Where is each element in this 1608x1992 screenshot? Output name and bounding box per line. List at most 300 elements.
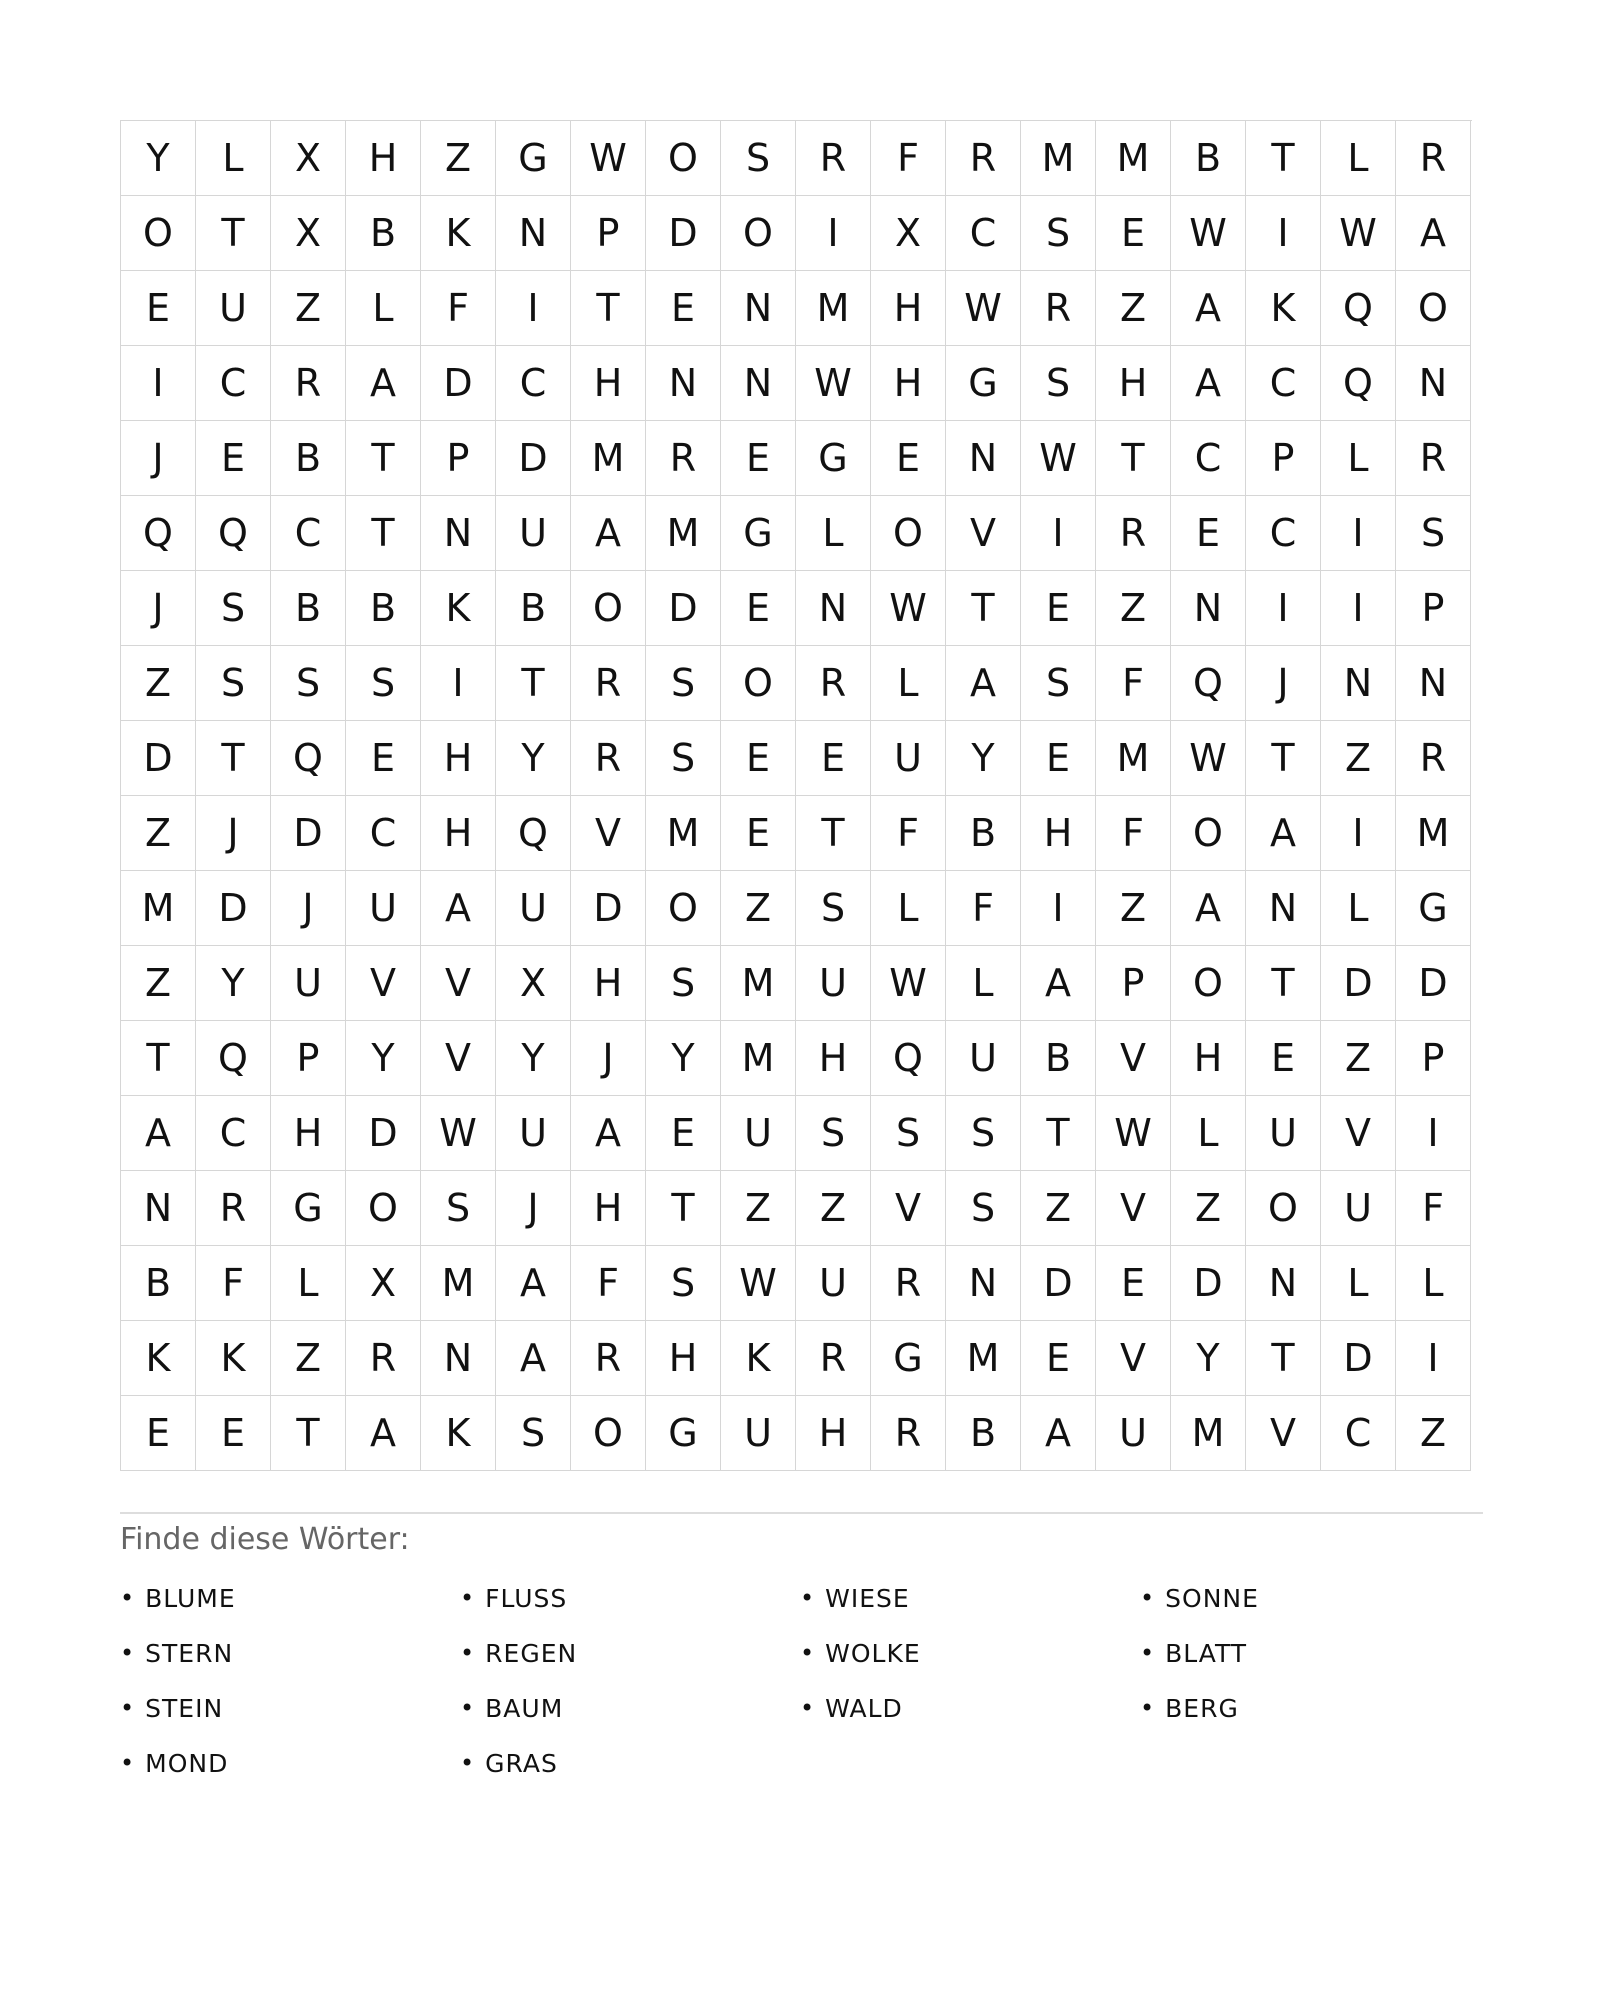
grid-cell[interactable]: L — [1321, 121, 1396, 196]
grid-cell[interactable]: V — [421, 946, 496, 1021]
grid-cell[interactable]: Q — [1321, 346, 1396, 421]
grid-cell[interactable]: R — [346, 1321, 421, 1396]
grid-cell[interactable]: R — [271, 346, 346, 421]
grid-cell[interactable]: N — [121, 1171, 196, 1246]
grid-cell[interactable]: Z — [1321, 1021, 1396, 1096]
grid-cell[interactable]: E — [721, 721, 796, 796]
grid-cell[interactable]: D — [271, 796, 346, 871]
grid-cell[interactable]: N — [496, 196, 571, 271]
grid-cell[interactable]: S — [646, 721, 721, 796]
grid-cell[interactable]: U — [1096, 1396, 1171, 1471]
grid-cell[interactable]: P — [1396, 571, 1471, 646]
grid-cell[interactable]: I — [1321, 496, 1396, 571]
grid-cell[interactable]: W — [721, 1246, 796, 1321]
grid-cell[interactable]: T — [196, 196, 271, 271]
grid-cell[interactable]: G — [496, 121, 571, 196]
grid-cell[interactable]: H — [1096, 346, 1171, 421]
grid-cell[interactable]: Y — [346, 1021, 421, 1096]
grid-cell[interactable]: G — [796, 421, 871, 496]
grid-cell[interactable]: T — [496, 646, 571, 721]
grid-cell[interactable]: P — [1246, 421, 1321, 496]
grid-cell[interactable]: I — [496, 271, 571, 346]
grid-cell[interactable]: D — [196, 871, 271, 946]
grid-cell[interactable]: M — [721, 1021, 796, 1096]
grid-cell[interactable]: E — [1096, 196, 1171, 271]
grid-cell[interactable]: I — [1246, 571, 1321, 646]
grid-cell[interactable]: M — [571, 421, 646, 496]
grid-cell[interactable]: I — [1021, 871, 1096, 946]
grid-cell[interactable]: O — [646, 121, 721, 196]
grid-cell[interactable]: E — [796, 721, 871, 796]
grid-cell[interactable]: L — [1171, 1096, 1246, 1171]
grid-cell[interactable]: B — [1171, 121, 1246, 196]
grid-cell[interactable]: Z — [121, 796, 196, 871]
grid-cell[interactable]: Y — [946, 721, 1021, 796]
grid-cell[interactable]: G — [946, 346, 1021, 421]
grid-cell[interactable]: T — [1246, 721, 1321, 796]
grid-cell[interactable]: H — [571, 1171, 646, 1246]
grid-cell[interactable]: Z — [796, 1171, 871, 1246]
grid-cell[interactable]: H — [421, 721, 496, 796]
grid-cell[interactable]: S — [1396, 496, 1471, 571]
grid-cell[interactable]: N — [421, 496, 496, 571]
grid-cell[interactable]: H — [796, 1396, 871, 1471]
grid-cell[interactable]: M — [421, 1246, 496, 1321]
grid-cell[interactable]: O — [871, 496, 946, 571]
grid-cell[interactable]: T — [1246, 946, 1321, 1021]
grid-cell[interactable]: O — [1396, 271, 1471, 346]
grid-cell[interactable]: Q — [196, 1021, 271, 1096]
grid-cell[interactable]: Z — [1096, 871, 1171, 946]
grid-cell[interactable]: E — [721, 571, 796, 646]
grid-cell[interactable]: T — [796, 796, 871, 871]
grid-cell[interactable]: N — [646, 346, 721, 421]
grid-cell[interactable]: T — [1021, 1096, 1096, 1171]
grid-cell[interactable]: Q — [121, 496, 196, 571]
grid-cell[interactable]: Q — [496, 796, 571, 871]
grid-cell[interactable]: E — [1021, 1321, 1096, 1396]
grid-cell[interactable]: W — [421, 1096, 496, 1171]
grid-cell[interactable]: Z — [1096, 571, 1171, 646]
grid-cell[interactable]: R — [571, 1321, 646, 1396]
grid-cell[interactable]: A — [1171, 871, 1246, 946]
grid-cell[interactable]: H — [271, 1096, 346, 1171]
grid-cell[interactable]: S — [646, 646, 721, 721]
grid-cell[interactable]: E — [1171, 496, 1246, 571]
grid-cell[interactable]: S — [421, 1171, 496, 1246]
grid-cell[interactable]: R — [796, 646, 871, 721]
grid-cell[interactable]: O — [721, 646, 796, 721]
grid-cell[interactable]: S — [796, 871, 871, 946]
grid-cell[interactable]: Q — [871, 1021, 946, 1096]
grid-cell[interactable]: D — [121, 721, 196, 796]
grid-cell[interactable]: S — [871, 1096, 946, 1171]
grid-cell[interactable]: I — [421, 646, 496, 721]
grid-cell[interactable]: T — [1246, 121, 1321, 196]
grid-cell[interactable]: N — [946, 1246, 1021, 1321]
grid-cell[interactable]: N — [721, 271, 796, 346]
grid-cell[interactable]: H — [871, 271, 946, 346]
grid-cell[interactable]: L — [196, 121, 271, 196]
grid-cell[interactable]: J — [1246, 646, 1321, 721]
grid-cell[interactable]: Y — [196, 946, 271, 1021]
grid-cell[interactable]: C — [1321, 1396, 1396, 1471]
grid-cell[interactable]: Z — [721, 871, 796, 946]
grid-cell[interactable]: U — [1246, 1096, 1321, 1171]
grid-cell[interactable]: D — [421, 346, 496, 421]
grid-cell[interactable]: R — [571, 646, 646, 721]
grid-cell[interactable]: D — [1396, 946, 1471, 1021]
grid-cell[interactable]: Z — [421, 121, 496, 196]
grid-cell[interactable]: W — [1171, 196, 1246, 271]
grid-cell[interactable]: E — [1096, 1246, 1171, 1321]
grid-cell[interactable]: W — [871, 946, 946, 1021]
grid-cell[interactable]: Z — [121, 646, 196, 721]
grid-cell[interactable]: A — [1171, 346, 1246, 421]
grid-cell[interactable]: V — [1096, 1321, 1171, 1396]
grid-cell[interactable]: A — [571, 496, 646, 571]
grid-cell[interactable]: E — [1021, 721, 1096, 796]
grid-cell[interactable]: O — [1246, 1171, 1321, 1246]
grid-cell[interactable]: V — [1096, 1171, 1171, 1246]
grid-cell[interactable]: A — [946, 646, 1021, 721]
grid-cell[interactable]: H — [571, 346, 646, 421]
grid-cell[interactable]: H — [871, 346, 946, 421]
grid-cell[interactable]: U — [871, 721, 946, 796]
grid-cell[interactable]: R — [796, 121, 871, 196]
grid-cell[interactable]: N — [796, 571, 871, 646]
grid-cell[interactable]: O — [721, 196, 796, 271]
grid-cell[interactable]: Z — [1171, 1171, 1246, 1246]
grid-cell[interactable]: D — [646, 571, 721, 646]
grid-cell[interactable]: O — [1171, 796, 1246, 871]
grid-cell[interactable]: D — [1171, 1246, 1246, 1321]
grid-cell[interactable]: S — [946, 1171, 1021, 1246]
grid-cell[interactable]: F — [1096, 796, 1171, 871]
grid-cell[interactable]: T — [946, 571, 1021, 646]
grid-cell[interactable]: X — [271, 196, 346, 271]
grid-cell[interactable]: T — [346, 421, 421, 496]
grid-cell[interactable]: W — [1021, 421, 1096, 496]
grid-cell[interactable]: T — [1096, 421, 1171, 496]
grid-cell[interactable]: E — [721, 796, 796, 871]
grid-cell[interactable]: M — [1021, 121, 1096, 196]
grid-cell[interactable]: S — [796, 1096, 871, 1171]
grid-cell[interactable]: F — [571, 1246, 646, 1321]
grid-cell[interactable]: D — [1321, 1321, 1396, 1396]
grid-cell[interactable]: S — [721, 121, 796, 196]
grid-cell[interactable]: J — [271, 871, 346, 946]
grid-cell[interactable]: L — [1396, 1246, 1471, 1321]
grid-cell[interactable]: C — [196, 346, 271, 421]
grid-cell[interactable]: C — [1246, 496, 1321, 571]
grid-cell[interactable]: V — [1096, 1021, 1171, 1096]
grid-cell[interactable]: Z — [121, 946, 196, 1021]
grid-cell[interactable]: C — [946, 196, 1021, 271]
grid-cell[interactable]: W — [946, 271, 1021, 346]
grid-cell[interactable]: A — [1396, 196, 1471, 271]
grid-cell[interactable]: A — [421, 871, 496, 946]
grid-cell[interactable]: Z — [271, 271, 346, 346]
grid-cell[interactable]: Z — [1321, 721, 1396, 796]
grid-cell[interactable]: R — [871, 1246, 946, 1321]
grid-cell[interactable]: A — [1246, 796, 1321, 871]
grid-cell[interactable]: E — [196, 1396, 271, 1471]
grid-cell[interactable]: H — [1171, 1021, 1246, 1096]
grid-cell[interactable]: W — [1096, 1096, 1171, 1171]
grid-cell[interactable]: W — [571, 121, 646, 196]
grid-cell[interactable]: E — [121, 271, 196, 346]
grid-cell[interactable]: Z — [271, 1321, 346, 1396]
grid-cell[interactable]: R — [196, 1171, 271, 1246]
grid-cell[interactable]: T — [271, 1396, 346, 1471]
grid-cell[interactable]: Y — [1171, 1321, 1246, 1396]
grid-cell[interactable]: N — [1171, 571, 1246, 646]
grid-cell[interactable]: R — [1021, 271, 1096, 346]
grid-cell[interactable]: V — [571, 796, 646, 871]
grid-cell[interactable]: W — [1171, 721, 1246, 796]
grid-cell[interactable]: B — [346, 196, 421, 271]
grid-cell[interactable]: V — [1246, 1396, 1321, 1471]
grid-cell[interactable]: S — [196, 571, 271, 646]
grid-cell[interactable]: R — [796, 1321, 871, 1396]
grid-cell[interactable]: U — [346, 871, 421, 946]
grid-cell[interactable]: D — [646, 196, 721, 271]
grid-cell[interactable]: M — [121, 871, 196, 946]
grid-cell[interactable]: O — [346, 1171, 421, 1246]
grid-cell[interactable]: M — [1396, 796, 1471, 871]
grid-cell[interactable]: H — [1021, 796, 1096, 871]
grid-cell[interactable]: K — [721, 1321, 796, 1396]
grid-cell[interactable]: O — [646, 871, 721, 946]
grid-cell[interactable]: A — [346, 346, 421, 421]
grid-cell[interactable]: U — [496, 1096, 571, 1171]
grid-cell[interactable]: E — [1021, 571, 1096, 646]
grid-cell[interactable]: V — [421, 1021, 496, 1096]
grid-cell[interactable]: U — [1321, 1171, 1396, 1246]
grid-cell[interactable]: B — [496, 571, 571, 646]
grid-cell[interactable]: I — [121, 346, 196, 421]
grid-cell[interactable]: N — [721, 346, 796, 421]
grid-cell[interactable]: C — [196, 1096, 271, 1171]
grid-cell[interactable]: E — [646, 1096, 721, 1171]
grid-cell[interactable]: J — [496, 1171, 571, 1246]
grid-cell[interactable]: L — [796, 496, 871, 571]
grid-cell[interactable]: T — [1246, 1321, 1321, 1396]
grid-cell[interactable]: T — [196, 721, 271, 796]
grid-cell[interactable]: N — [1246, 1246, 1321, 1321]
grid-cell[interactable]: N — [1321, 646, 1396, 721]
grid-cell[interactable]: Q — [1321, 271, 1396, 346]
grid-cell[interactable]: Q — [271, 721, 346, 796]
grid-cell[interactable]: G — [871, 1321, 946, 1396]
grid-cell[interactable]: M — [646, 796, 721, 871]
grid-cell[interactable]: B — [271, 571, 346, 646]
grid-cell[interactable]: E — [721, 421, 796, 496]
grid-cell[interactable]: Q — [196, 496, 271, 571]
grid-cell[interactable]: T — [571, 271, 646, 346]
grid-cell[interactable]: Q — [1171, 646, 1246, 721]
grid-cell[interactable]: N — [1246, 871, 1321, 946]
grid-cell[interactable]: K — [196, 1321, 271, 1396]
grid-cell[interactable]: B — [121, 1246, 196, 1321]
grid-cell[interactable]: L — [1321, 1246, 1396, 1321]
grid-cell[interactable]: M — [1096, 721, 1171, 796]
grid-cell[interactable]: U — [946, 1021, 1021, 1096]
grid-cell[interactable]: B — [946, 1396, 1021, 1471]
grid-cell[interactable]: L — [871, 871, 946, 946]
grid-cell[interactable]: Y — [646, 1021, 721, 1096]
grid-cell[interactable]: M — [946, 1321, 1021, 1396]
grid-cell[interactable]: R — [1396, 421, 1471, 496]
grid-cell[interactable]: J — [196, 796, 271, 871]
grid-cell[interactable]: V — [871, 1171, 946, 1246]
grid-cell[interactable]: Y — [496, 721, 571, 796]
grid-cell[interactable]: F — [871, 796, 946, 871]
grid-cell[interactable]: J — [121, 571, 196, 646]
grid-cell[interactable]: H — [796, 1021, 871, 1096]
grid-cell[interactable]: V — [346, 946, 421, 1021]
grid-cell[interactable]: G — [1396, 871, 1471, 946]
grid-cell[interactable]: I — [796, 196, 871, 271]
grid-cell[interactable]: O — [571, 571, 646, 646]
grid-cell[interactable]: Z — [1021, 1171, 1096, 1246]
grid-cell[interactable]: Z — [721, 1171, 796, 1246]
grid-cell[interactable]: S — [496, 1396, 571, 1471]
grid-cell[interactable]: M — [1096, 121, 1171, 196]
grid-cell[interactable]: P — [1396, 1021, 1471, 1096]
grid-cell[interactable]: K — [421, 196, 496, 271]
grid-cell[interactable]: C — [346, 796, 421, 871]
grid-cell[interactable]: J — [571, 1021, 646, 1096]
grid-cell[interactable]: F — [1096, 646, 1171, 721]
grid-cell[interactable]: V — [946, 496, 1021, 571]
grid-cell[interactable]: H — [646, 1321, 721, 1396]
grid-cell[interactable]: P — [1096, 946, 1171, 1021]
grid-cell[interactable]: N — [421, 1321, 496, 1396]
grid-cell[interactable]: F — [1396, 1171, 1471, 1246]
grid-cell[interactable]: I — [1396, 1321, 1471, 1396]
grid-cell[interactable]: D — [1021, 1246, 1096, 1321]
grid-cell[interactable]: S — [1021, 196, 1096, 271]
grid-cell[interactable]: C — [1171, 421, 1246, 496]
grid-cell[interactable]: Z — [1396, 1396, 1471, 1471]
grid-cell[interactable]: F — [946, 871, 1021, 946]
grid-cell[interactable]: K — [1246, 271, 1321, 346]
grid-cell[interactable]: T — [346, 496, 421, 571]
grid-cell[interactable]: A — [1021, 946, 1096, 1021]
grid-cell[interactable]: E — [646, 271, 721, 346]
grid-cell[interactable]: X — [271, 121, 346, 196]
grid-cell[interactable]: D — [496, 421, 571, 496]
grid-cell[interactable]: F — [196, 1246, 271, 1321]
grid-cell[interactable]: A — [571, 1096, 646, 1171]
grid-cell[interactable]: G — [271, 1171, 346, 1246]
grid-cell[interactable]: B — [946, 796, 1021, 871]
grid-cell[interactable]: U — [721, 1396, 796, 1471]
grid-cell[interactable]: R — [571, 721, 646, 796]
grid-cell[interactable]: R — [1396, 121, 1471, 196]
grid-cell[interactable]: J — [121, 421, 196, 496]
grid-cell[interactable]: C — [271, 496, 346, 571]
grid-cell[interactable]: M — [1171, 1396, 1246, 1471]
grid-cell[interactable]: F — [421, 271, 496, 346]
grid-cell[interactable]: S — [271, 646, 346, 721]
grid-cell[interactable]: A — [346, 1396, 421, 1471]
grid-cell[interactable]: I — [1321, 571, 1396, 646]
grid-cell[interactable]: E — [871, 421, 946, 496]
grid-cell[interactable]: W — [871, 571, 946, 646]
grid-cell[interactable]: F — [871, 121, 946, 196]
grid-cell[interactable]: O — [1171, 946, 1246, 1021]
grid-cell[interactable]: S — [346, 646, 421, 721]
grid-cell[interactable]: N — [1396, 346, 1471, 421]
grid-cell[interactable]: A — [496, 1321, 571, 1396]
grid-cell[interactable]: N — [946, 421, 1021, 496]
grid-cell[interactable]: B — [271, 421, 346, 496]
grid-cell[interactable]: X — [346, 1246, 421, 1321]
grid-cell[interactable]: P — [421, 421, 496, 496]
grid-cell[interactable]: U — [496, 871, 571, 946]
grid-cell[interactable]: H — [346, 121, 421, 196]
grid-cell[interactable]: M — [721, 946, 796, 1021]
grid-cell[interactable]: C — [496, 346, 571, 421]
grid-cell[interactable]: W — [1321, 196, 1396, 271]
grid-cell[interactable]: E — [196, 421, 271, 496]
grid-cell[interactable]: A — [1021, 1396, 1096, 1471]
grid-cell[interactable]: I — [1396, 1096, 1471, 1171]
grid-cell[interactable]: B — [346, 571, 421, 646]
grid-cell[interactable]: Y — [496, 1021, 571, 1096]
grid-cell[interactable]: U — [496, 496, 571, 571]
grid-cell[interactable]: G — [646, 1396, 721, 1471]
grid-cell[interactable]: R — [946, 121, 1021, 196]
grid-cell[interactable]: G — [721, 496, 796, 571]
grid-cell[interactable]: D — [1321, 946, 1396, 1021]
grid-cell[interactable]: U — [196, 271, 271, 346]
grid-cell[interactable]: L — [1321, 871, 1396, 946]
grid-cell[interactable]: I — [1246, 196, 1321, 271]
grid-cell[interactable]: R — [871, 1396, 946, 1471]
grid-cell[interactable]: L — [1321, 421, 1396, 496]
grid-cell[interactable]: D — [346, 1096, 421, 1171]
grid-cell[interactable]: U — [271, 946, 346, 1021]
grid-cell[interactable]: S — [196, 646, 271, 721]
grid-cell[interactable]: K — [421, 1396, 496, 1471]
grid-cell[interactable]: U — [796, 1246, 871, 1321]
grid-cell[interactable]: A — [1171, 271, 1246, 346]
grid-cell[interactable]: I — [1321, 796, 1396, 871]
grid-cell[interactable]: Z — [1096, 271, 1171, 346]
grid-cell[interactable]: O — [571, 1396, 646, 1471]
grid-cell[interactable]: E — [121, 1396, 196, 1471]
grid-cell[interactable]: A — [121, 1096, 196, 1171]
grid-cell[interactable]: R — [1096, 496, 1171, 571]
grid-cell[interactable]: X — [496, 946, 571, 1021]
grid-cell[interactable]: R — [1396, 721, 1471, 796]
grid-cell[interactable]: K — [421, 571, 496, 646]
grid-cell[interactable]: S — [1021, 346, 1096, 421]
grid-cell[interactable]: B — [1021, 1021, 1096, 1096]
grid-cell[interactable]: S — [646, 1246, 721, 1321]
grid-cell[interactable]: N — [1396, 646, 1471, 721]
grid-cell[interactable]: T — [121, 1021, 196, 1096]
grid-cell[interactable]: H — [571, 946, 646, 1021]
grid-cell[interactable]: W — [796, 346, 871, 421]
grid-cell[interactable]: U — [796, 946, 871, 1021]
grid-cell[interactable]: I — [1021, 496, 1096, 571]
grid-cell[interactable]: P — [271, 1021, 346, 1096]
